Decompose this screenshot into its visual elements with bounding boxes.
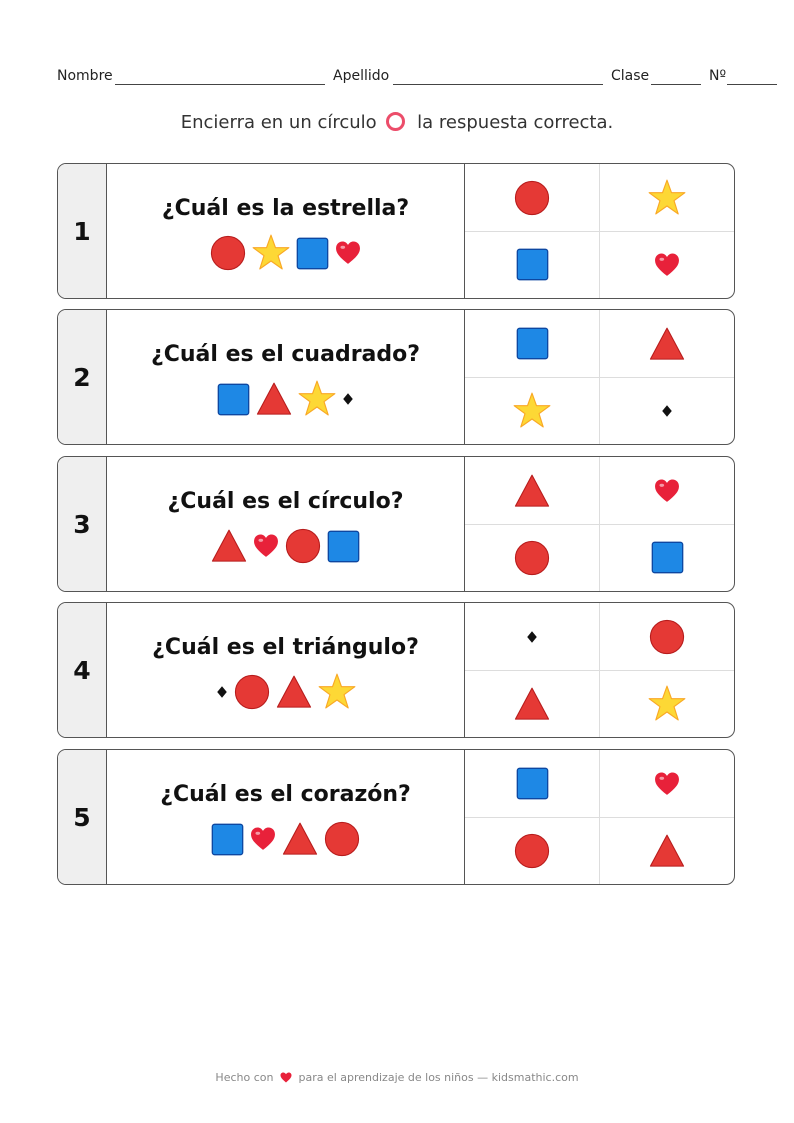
star-icon	[648, 685, 686, 723]
diamond-icon	[342, 393, 354, 405]
square-icon	[516, 248, 549, 281]
footer	[0, 1071, 794, 1086]
triangle-icon	[514, 686, 550, 722]
number-label: Nº	[709, 68, 727, 84]
answer-option-4[interactable]	[600, 670, 734, 737]
diamond-icon	[526, 631, 538, 643]
square-icon	[211, 823, 244, 856]
heart-icon	[654, 478, 680, 504]
heart-icon	[335, 240, 361, 266]
question-card-4	[57, 602, 735, 738]
circle-icon	[514, 833, 550, 869]
triangle-icon	[256, 381, 292, 417]
name-field[interactable]	[115, 84, 325, 85]
question-panel	[107, 603, 465, 737]
square-icon	[651, 541, 684, 574]
question-number: 4	[58, 603, 107, 737]
circle-icon	[514, 540, 550, 576]
answer-option-2[interactable]	[600, 310, 734, 377]
instruction-text-end: la respuesta correcta.	[417, 112, 614, 133]
answer-option-1[interactable]	[465, 750, 599, 817]
square-icon	[516, 327, 549, 360]
circle-icon	[324, 821, 360, 857]
circle-icon	[210, 235, 246, 271]
square-icon	[217, 383, 250, 416]
answer-option-1[interactable]	[465, 603, 599, 670]
star-icon	[318, 673, 356, 711]
answer-option-4[interactable]	[600, 377, 734, 444]
red-ring-icon	[386, 112, 405, 131]
circle-icon	[649, 619, 685, 655]
question-panel	[107, 457, 465, 591]
footer-text-end: para el aprendizaje de los niños — kidsmathic.com	[298, 1071, 579, 1084]
heart-icon	[250, 826, 276, 852]
class-label: Clase	[611, 68, 650, 84]
question-panel	[107, 310, 465, 444]
heart-icon	[253, 533, 279, 559]
question-shapes	[107, 673, 464, 711]
star-icon	[513, 392, 551, 430]
question-card-2	[57, 309, 735, 445]
answer-option-1[interactable]	[465, 164, 599, 231]
answer-option-2[interactable]	[600, 164, 734, 231]
heart-icon	[280, 1072, 292, 1086]
question-card-1	[57, 163, 735, 299]
heart-icon	[654, 771, 680, 797]
answer-option-3[interactable]	[465, 231, 599, 298]
circle-icon	[514, 180, 550, 216]
instruction-text-start: Encierra en un círculo	[180, 112, 377, 133]
circle-icon	[234, 674, 270, 710]
answer-options	[465, 750, 734, 884]
answer-options	[465, 457, 734, 591]
triangle-icon	[649, 833, 685, 869]
question-card-5	[57, 749, 735, 885]
answer-option-3[interactable]	[465, 670, 599, 737]
question-number: 1	[58, 164, 107, 298]
student-info-header	[57, 68, 777, 88]
question-number: 2	[58, 310, 107, 444]
answer-option-3[interactable]	[465, 817, 599, 884]
answer-option-3[interactable]	[465, 524, 599, 591]
answer-option-1[interactable]	[465, 310, 599, 377]
question-shapes	[107, 527, 464, 565]
answer-option-4[interactable]	[600, 231, 734, 298]
answer-option-2[interactable]	[600, 603, 734, 670]
answer-option-2[interactable]	[600, 457, 734, 524]
answer-option-3[interactable]	[465, 377, 599, 444]
star-icon	[648, 179, 686, 217]
triangle-icon	[649, 326, 685, 362]
triangle-icon	[211, 528, 247, 564]
question-shapes	[107, 820, 464, 858]
circle-icon	[285, 528, 321, 564]
question-card-3	[57, 456, 735, 592]
question-panel	[107, 750, 465, 884]
answer-options	[465, 603, 734, 737]
answer-option-2[interactable]	[600, 750, 734, 817]
class-field[interactable]	[651, 84, 701, 85]
triangle-icon	[282, 821, 318, 857]
triangle-icon	[276, 674, 312, 710]
heart-icon	[654, 252, 680, 278]
footer-text-start: Hecho con	[215, 1071, 274, 1084]
question-text: ¿Cuál es el triángulo?	[152, 635, 419, 660]
answer-option-4[interactable]	[600, 524, 734, 591]
question-text: ¿Cuál es la estrella?	[161, 196, 410, 221]
instruction	[0, 112, 794, 133]
answer-options	[465, 164, 734, 298]
square-icon	[296, 237, 329, 270]
question-number: 3	[58, 457, 107, 591]
question-panel	[107, 164, 465, 298]
surname-field[interactable]	[393, 84, 603, 85]
diamond-icon	[216, 686, 228, 698]
question-text: ¿Cuál es el corazón?	[160, 782, 411, 807]
square-icon	[327, 530, 360, 563]
question-text: ¿Cuál es el círculo?	[167, 489, 404, 514]
surname-label: Apellido	[333, 68, 390, 84]
name-label: Nombre	[57, 68, 113, 84]
answer-option-1[interactable]	[465, 457, 599, 524]
star-icon	[252, 234, 290, 272]
diamond-icon	[661, 405, 673, 417]
square-icon	[516, 767, 549, 800]
triangle-icon	[514, 473, 550, 509]
question-number: 5	[58, 750, 107, 884]
question-shapes	[107, 380, 464, 418]
number-field[interactable]	[727, 84, 777, 85]
question-text: ¿Cuál es el cuadrado?	[150, 342, 421, 367]
question-shapes	[107, 234, 464, 272]
answer-options	[465, 310, 734, 444]
answer-option-4[interactable]	[600, 817, 734, 884]
star-icon	[298, 380, 336, 418]
